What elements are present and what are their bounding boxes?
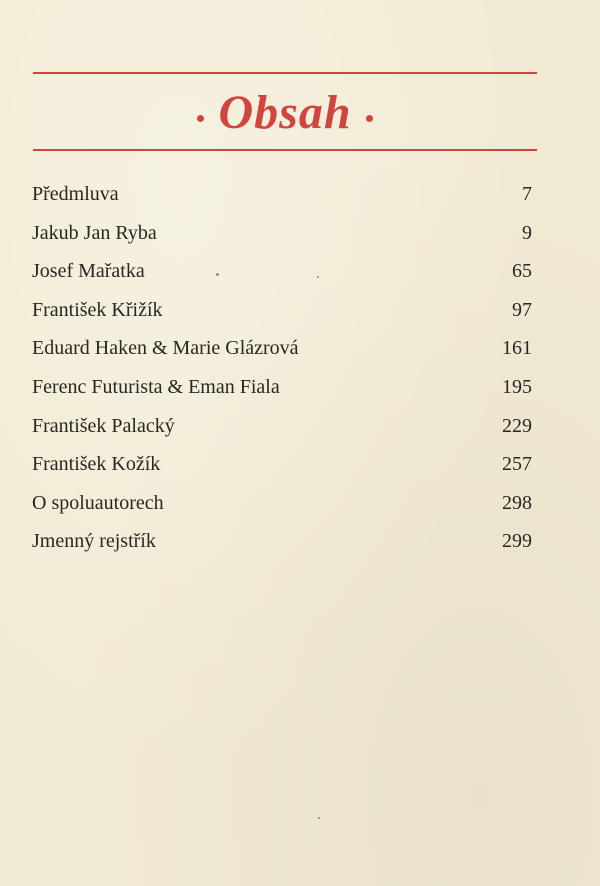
toc-entry-page: 97 (512, 298, 532, 321)
toc-entry-title: František Palacký (32, 414, 175, 437)
paper-speck (216, 273, 219, 276)
right-ornament-dot (366, 115, 373, 122)
toc-entry-page: 9 (522, 221, 532, 244)
table-of-contents (32, 183, 532, 569)
top-rule (33, 72, 537, 74)
page-title: Obsah (218, 85, 352, 139)
toc-entry[interactable] (32, 530, 532, 569)
heading (33, 80, 537, 144)
toc-entry[interactable] (32, 222, 532, 261)
toc-entry-page: 299 (502, 530, 532, 553)
paper-speck (317, 276, 319, 278)
toc-entry[interactable] (32, 376, 532, 415)
toc-entry-title: Eduard Haken & Marie Glázrová (32, 337, 299, 360)
left-ornament-dot (197, 115, 204, 122)
toc-entry-title: František Křižík (32, 298, 163, 321)
toc-entry-page: 298 (502, 491, 532, 514)
toc-entry[interactable] (32, 260, 532, 299)
toc-entry-page: 7 (522, 183, 532, 205)
toc-entry-page: 195 (502, 375, 532, 398)
toc-entry-page: 65 (512, 260, 532, 283)
toc-entry[interactable] (32, 337, 532, 376)
toc-entry[interactable] (32, 183, 532, 222)
toc-entry[interactable] (32, 453, 532, 492)
toc-entry[interactable] (32, 299, 532, 338)
bottom-rule (33, 149, 537, 151)
toc-entry[interactable] (32, 415, 532, 454)
toc-entry[interactable] (32, 492, 532, 531)
toc-entry-title: František Kožík (32, 453, 161, 476)
toc-entry-title: Josef Mařatka (32, 260, 145, 283)
toc-entry-page: 257 (502, 453, 532, 476)
toc-entry-title: Jakub Jan Ryba (32, 221, 157, 244)
paper-speck (318, 817, 320, 819)
toc-entry-page: 161 (502, 337, 532, 360)
toc-entry-title: O spoluautorech (32, 491, 164, 514)
toc-entry-title: Předmluva (32, 183, 119, 205)
toc-entry-title: Jmenný rejstřík (32, 530, 156, 553)
toc-entry-title: Ferenc Futurista & Eman Fiala (32, 375, 280, 398)
toc-entry-page: 229 (502, 414, 532, 437)
